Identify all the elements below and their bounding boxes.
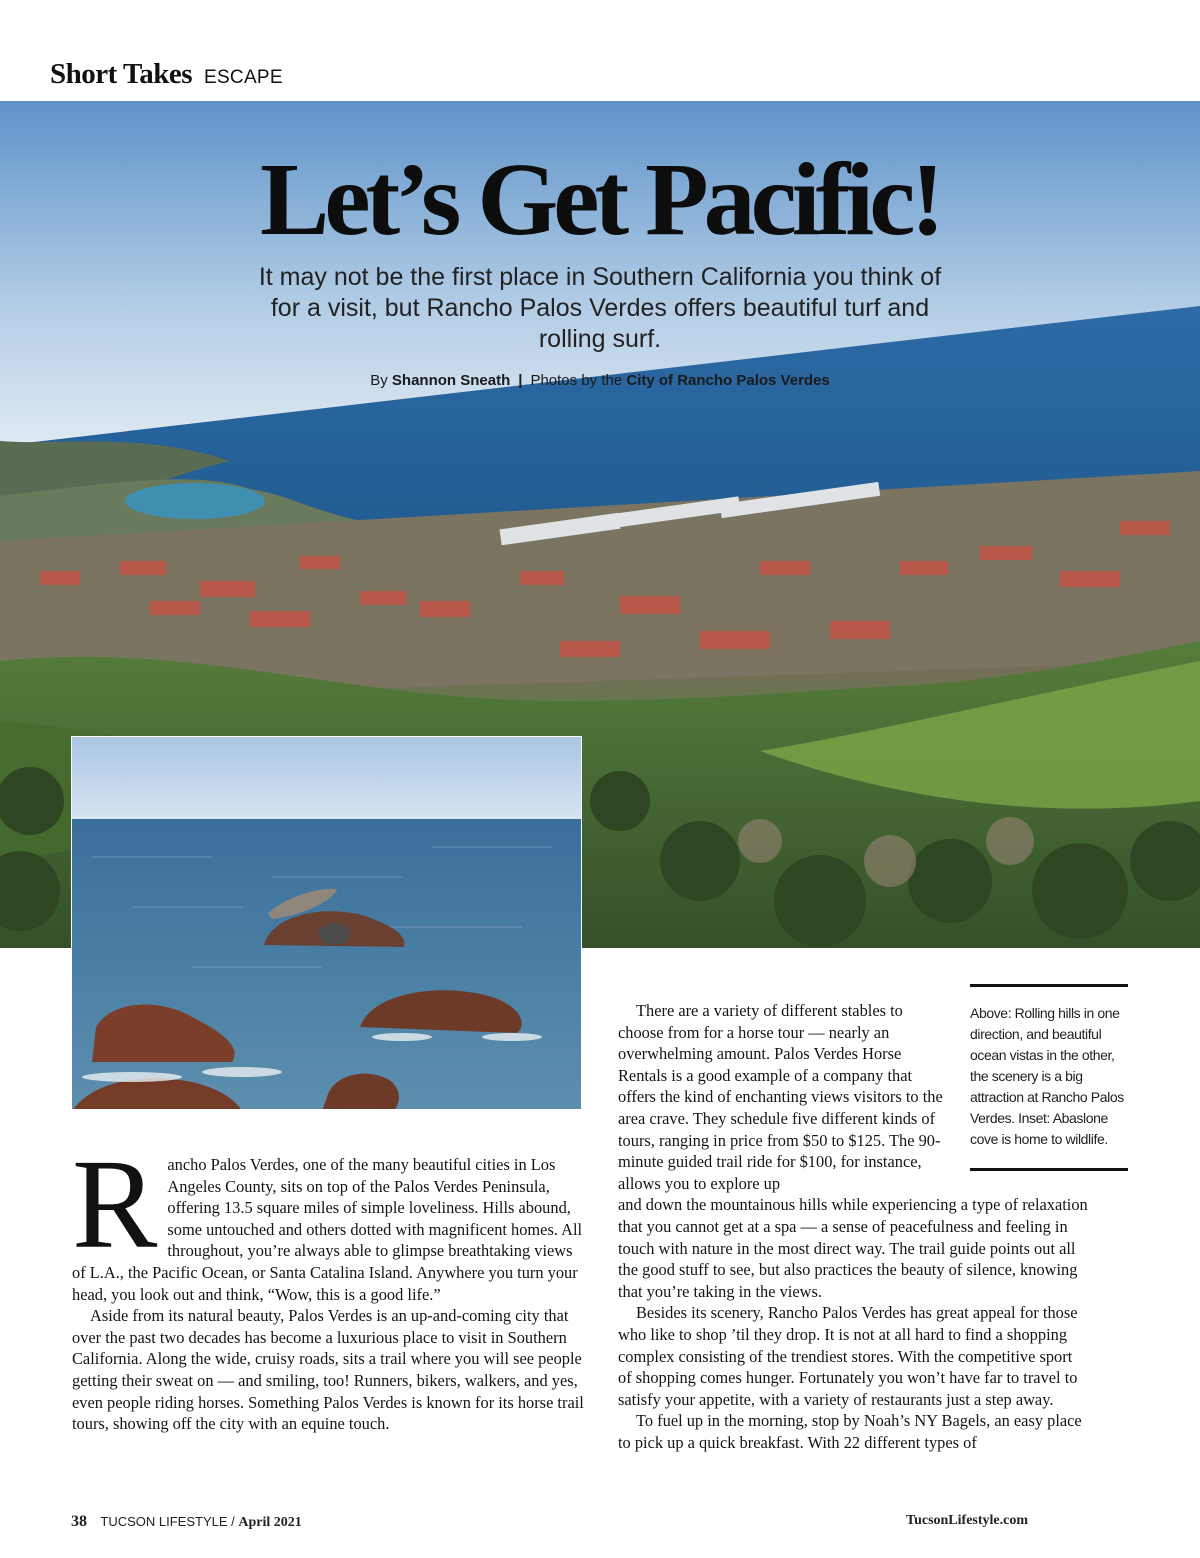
paragraph-3b: and down the mountainous hills while experiencing a type of relaxation that you cannot get at a spa — a sense of peacefulness and feeling in touch with nature in the most direct way. The trail guide points out all the good stuff to see, but also practices the beauty of silence, knowing that you’re taking in the views. <box>618 1195 1088 1301</box>
paragraph-4: Besides its scenery, Rancho Palos Verdes has great appeal for those who like to shop ’til they drop. It is not at all hard to find a shopping complex consisting of the trendiest stores. With the competitive sport of shopping comes hunger. Fortunately you won’t have far to travel to satisfy your appetite, with a variety of restaurants just a step away. <box>618 1303 1078 1409</box>
inset-seal-rocks-illustration <box>72 737 582 1110</box>
paragraph-3a: There are a variety of different stables to choose from for a horse tour — nearly an overwhelming amount. Palos Verdes Horse Rentals is a good example of a company that offers the kind of enchanting views visitors to the area crave. They schedule five different kinds of tours, ranging in price from $50 to $125. The 90-minute guided trail ride for $100, for instance, allows you to explore up <box>618 1001 943 1193</box>
section-header <box>50 58 283 94</box>
section-subtitle: ESCAPE <box>203 67 283 88</box>
photo-caption: Above: Rolling hills in one direction, and beautiful ocean vistas in the other, the scenery is a big attraction at Rancho Palos Verdes. Inset: Abaslone cove is home to wildlife. <box>970 984 1128 1171</box>
byline-by-label: By <box>370 372 388 389</box>
footer-folio <box>71 1513 302 1531</box>
publication-name: TUCSON LIFESTYLE / <box>100 1514 235 1529</box>
paragraph-1-text: ancho Palos Verdes, one of the many beautiful cities in Los Angeles County, sits on top of the Palos Verdes Peninsula, offering 13.5 square miles of simple loveliness. Hills abound, some untouched and others dotted with magnificent homes. All throughout, you’re always able to glimpse breathtaking views of L.A., the Pacific Ocean, or Santa Catalina Island. Anywhere you turn your head, you look out and think, “Wow, this is a good life.” <box>72 1155 583 1304</box>
headline: Let’s Get Pacific! <box>260 142 940 257</box>
website: TucsonLifestyle.com <box>906 1513 1028 1528</box>
inset-photo <box>71 736 582 1110</box>
dek: It may not be the first place in Southern California you think of for a visit, but Rancho Palos Verdes offers beautiful turf and rolling surf. <box>258 263 942 353</box>
byline-photos-label: Photos by the <box>530 372 623 389</box>
byline-separator: | <box>518 372 523 389</box>
drop-cap: R <box>72 1133 158 1275</box>
page-number: 38 <box>71 1513 87 1530</box>
byline-author: Shannon Sneath <box>391 372 511 389</box>
paragraph-2: Aside from its natural beauty, Palos Verdes is an up-and-coming city that over the past two decades has become a luxurious place to visit in Southern California. Along the wide, cruisy roads, sits a trail where you will see people getting their sweat on — and smiling, too! Runners, bikers, walkers, and yes, even people riding horses. Something Palos Verdes is known for its horse trail tours, showing off the city with an equine touch. <box>72 1306 584 1434</box>
byline-photographer: City of Rancho Palos Verdes <box>626 372 830 389</box>
byline <box>0 372 1200 389</box>
section-title: Short Takes <box>50 58 192 90</box>
issue-date: April 2021 <box>238 1515 302 1530</box>
article-column-left <box>72 1133 584 1435</box>
paragraph-5: To fuel up in the morning, stop by Noah’s NY Bagels, an easy place to pick up a quick breakfast. With 22 different types of <box>618 1411 1082 1452</box>
article-column-right <box>618 1000 1088 1453</box>
paragraph-1 <box>72 1133 584 1305</box>
